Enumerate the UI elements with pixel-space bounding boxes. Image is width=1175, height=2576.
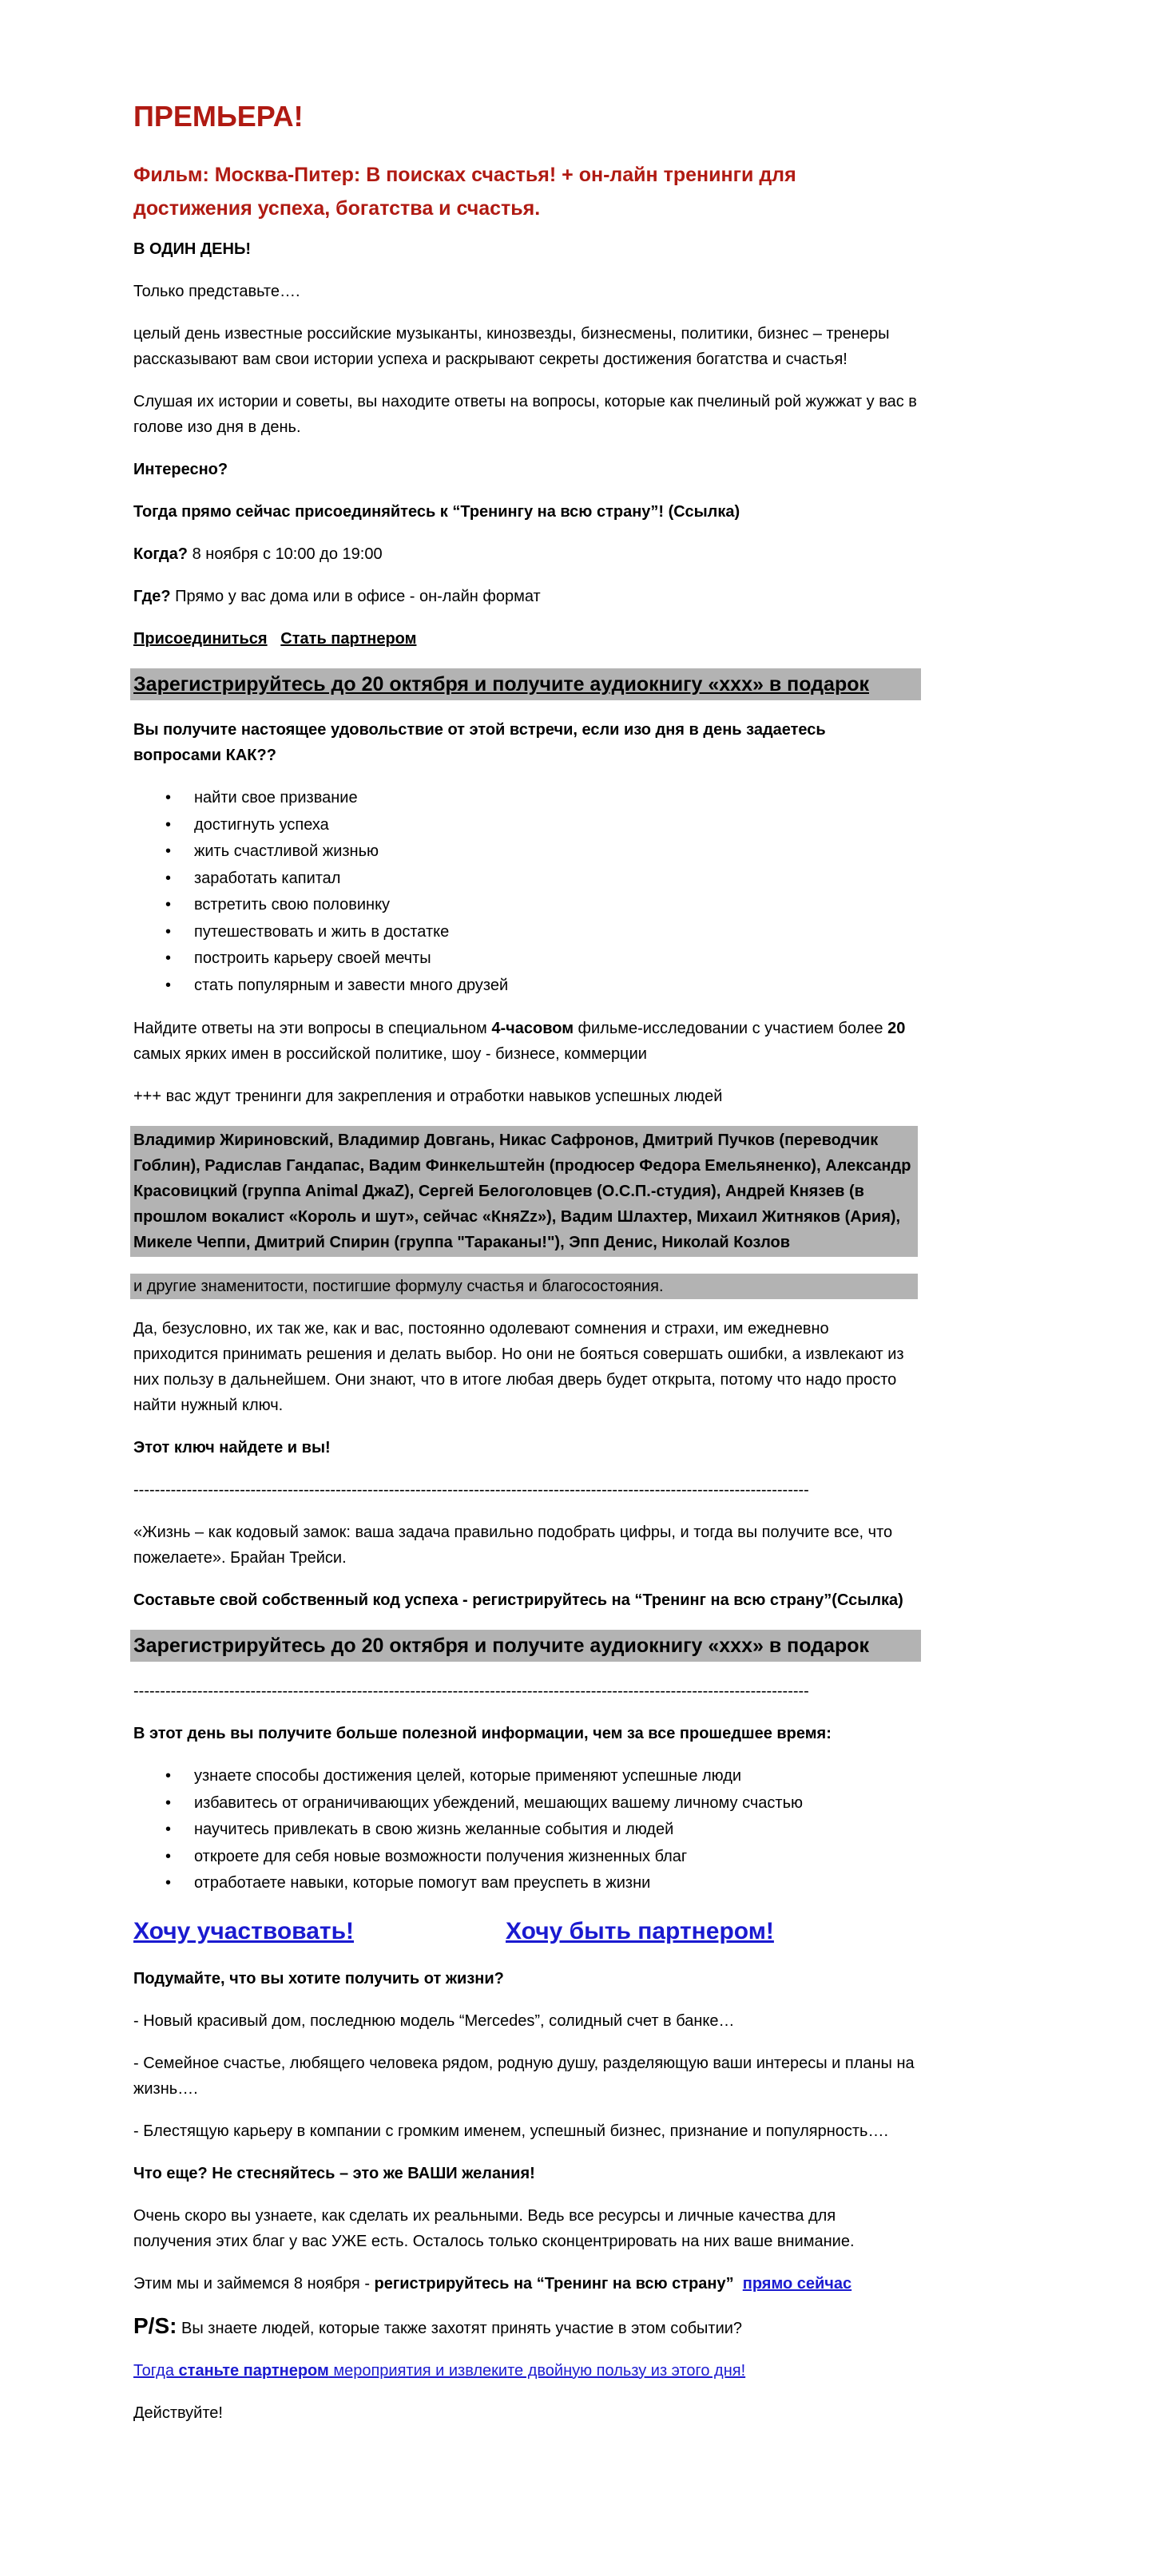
make-code-text: Составьте свой собственный код успеха - регистрируйтесь на “Тренинг на всю страну”(Ссылка) xyxy=(133,1591,903,1609)
where-value: Прямо у вас дома или в офисе - он-лайн формат xyxy=(170,588,541,605)
pleasure-paragraph: Вы получите настоящее удовольствие от этой встречи, если изо дня в день задаетесь вопросами КАК?? xyxy=(133,721,826,764)
act-now-text: Действуйте! xyxy=(133,2404,223,2422)
register-banner-1: Зарегистрируйтесь до 20 октября и получите аудиокнигу «ххх» в подарок xyxy=(130,668,921,700)
wish-item-2: - Семейное счастье, любящего человека рядом, родную душу, разделяющую ваши интересы и планы на жизнь…. xyxy=(133,2054,915,2098)
when-value: 8 ноября с 10:00 до 19:00 xyxy=(188,545,383,563)
list-item: • откроете для себя новые возможности получения жизненных благ xyxy=(194,1844,918,1871)
interesting-text: Интересно? xyxy=(133,461,228,478)
film-subtitle: Фильм: Москва-Питер: В поисках счастья! + он-лайн тренинги для достижения успеха, богатства и счастья. xyxy=(133,164,796,220)
list-item: • стать популярным и завести много друзей xyxy=(194,973,918,1000)
partner-text-a: Тогда xyxy=(133,2361,179,2380)
where-line xyxy=(133,584,918,609)
what-else-text: Что еще? Не стесняйтесь – это же ВАШИ желания! xyxy=(133,2164,535,2182)
celebrities-list: Владимир Жириновский, Владимир Довгань, Никас Сафронов, Дмитрий Пучков (переводчик Гоблин), Радислав Гандапас, Вадим Финкельштейн (продюсер Федора Емельяненко), Александр Красовицкий (группа Animal ДжаZ), Сергей Белоголовцев (О.С.П.-студия), Андрей Князев (в прошлом вокалист «Король и шут», сейчас «КняZz»), Вадим Шлахтер, Михаил Житняков (Ария), Микеле Чеппи, Дмитрий Спирин (группа "Тараканы!"), Эпп Денис, Николай Козлов xyxy=(130,1126,918,1257)
soon-paragraph: Очень скоро вы узнаете, как сделать их реальными. Ведь все ресурсы и личные качества для получения этих благ у вас УЖЕ есть. Осталось только сконцентрировать на них ваше внимание. xyxy=(133,2206,855,2250)
register-now-link[interactable]: прямо сейчас xyxy=(742,2274,852,2293)
questions-list xyxy=(133,785,918,999)
where-label: Где? xyxy=(133,588,171,605)
benefits-list xyxy=(133,1763,918,1897)
become-partner-link[interactable]: Стать партнером xyxy=(280,630,417,648)
ps-label: P/S: xyxy=(133,2312,177,2338)
partner-text-c: мероприятия и извлеките двойную пользу из этого дня! xyxy=(328,2361,746,2380)
list-item: • узнаете способы достижения целей, которые применяют успешные люди xyxy=(194,1763,918,1790)
answers-text-b: 4-часовом xyxy=(491,1020,574,1037)
list-item: • научитесь привлекать в свою жизнь желанные события и людей xyxy=(194,1817,918,1844)
trainings-text: +++ вас ждут тренинги для закрепления и отработки навыков успешных людей xyxy=(133,1088,723,1105)
join-link[interactable]: Присоединиться xyxy=(133,630,268,648)
page-title: ПРЕМЬЕРА! xyxy=(133,100,304,133)
answers-text-a: Найдите ответы на эти вопросы в специальном xyxy=(133,1020,492,1037)
divider-2: ------------------------------------------------------------------------------------------------------------------------------- xyxy=(133,1682,809,1700)
participate-link[interactable]: Хочу участвовать! xyxy=(133,1917,355,1944)
this-day-heading: В этот день вы получите больше полезной информации, чем за все прошедшее время: xyxy=(133,1725,832,1742)
list-item: • заработать капитал xyxy=(194,866,918,893)
one-day-heading: В ОДИН ДЕНЬ! xyxy=(133,240,251,258)
divider-1: ------------------------------------------------------------------------------------------------------------------------------- xyxy=(133,1481,809,1499)
wish-item-1: - Новый красивый дом, последнюю модель “Mercedes”, солидный счет в банке… xyxy=(133,2011,735,2030)
key-text: Этот ключ найдете и вы! xyxy=(133,1439,331,1456)
listening-paragraph: Слушая их истории и советы, вы находите ответы на вопросы, которые как пчелиный рой жужжат у вас в голове изо дня в день. xyxy=(133,393,917,436)
list-item: • достигнуть успеха xyxy=(194,812,918,839)
when-line xyxy=(133,541,918,567)
intro-paragraph: целый день известные российские музыканты, кинозвезды, бизнесмены, политики, бизнес – тренеры рассказывают вам свои истории успеха и раскрывают секреты достижения богатства и счастья! xyxy=(133,325,890,368)
ps-text: Вы знаете людей, которые также захотят принять участие в этом событии? xyxy=(177,2319,743,2337)
become-partner-line[interactable] xyxy=(133,2358,918,2384)
list-item: • найти свое призвание xyxy=(194,785,918,812)
register-banner-2: Зарегистрируйтесь до 20 октября и получите аудиокнигу «ххх» в подарок xyxy=(130,1630,921,1662)
november-register-text: регистрируйтесь на “Тренинг на всю страну” xyxy=(374,2274,734,2293)
when-label: Когда? xyxy=(133,545,189,563)
list-item: • отработаете навыки, которые помогут вам преуспеть в жизни xyxy=(194,1870,918,1897)
list-item: • встретить свою половинку xyxy=(194,892,918,919)
answers-text-c: фильме-исследовании с участием более xyxy=(574,1020,888,1037)
list-item: • построить карьеру своей мечты xyxy=(194,945,918,973)
partner-cta-link[interactable]: Хочу быть партнером! xyxy=(506,1917,774,1944)
tracy-quote: «Жизнь – как кодовый замок: ваша задача правильно подобрать цифры, и тогда вы получите все, что пожелаете». Брайан Трейси. xyxy=(133,1524,893,1567)
doubts-paragraph: Да, безусловно, их так же, как и вас, постоянно одолевают сомнения и страхи, им ежедневно приходится принимать решения и делать выбор. Но они не бояться совершать ошибки, а извлекают из них пользу в дальнейшем. Они знают, что в итоге любая дверь будет открыта, потому что надо просто найти нужный ключ. xyxy=(133,1320,904,1414)
action-links xyxy=(133,626,918,652)
november-text: Этим мы и займемся 8 ноября - xyxy=(133,2274,375,2293)
think-heading: Подумайте, что вы хотите получить от жизни? xyxy=(133,1969,504,1987)
list-item: • избавитесь от ограничивающих убеждений, мешающих вашему личному счастью xyxy=(194,1790,918,1817)
list-item: • жить счастливой жизнью xyxy=(194,838,918,866)
other-celebrities: и другие знаменитости, постигшие формулу счастья и благосостояния. xyxy=(130,1274,918,1299)
november-line xyxy=(133,2271,918,2297)
partner-text-b: станьте партнером xyxy=(178,2361,329,2380)
imagine-text: Только представьте…. xyxy=(133,283,300,300)
cta-links xyxy=(133,1914,918,1949)
list-item: • путешествовать и жить в достатке xyxy=(194,919,918,946)
ps-line xyxy=(133,2313,918,2341)
join-now-text: Тогда прямо сейчас присоединяйтесь к “Тренингу на всю страну”! (Ссылка) xyxy=(133,503,740,521)
wish-item-3: - Блестящую карьеру в компании с громким именем, успешный бизнес, признание и популярность…. xyxy=(133,2122,889,2140)
answers-text-e: самых ярких имен в российской политике, шоу - бизнесе, коммерции xyxy=(133,1045,647,1063)
answers-text-d: 20 xyxy=(887,1020,906,1037)
answers-paragraph xyxy=(133,1016,918,1067)
